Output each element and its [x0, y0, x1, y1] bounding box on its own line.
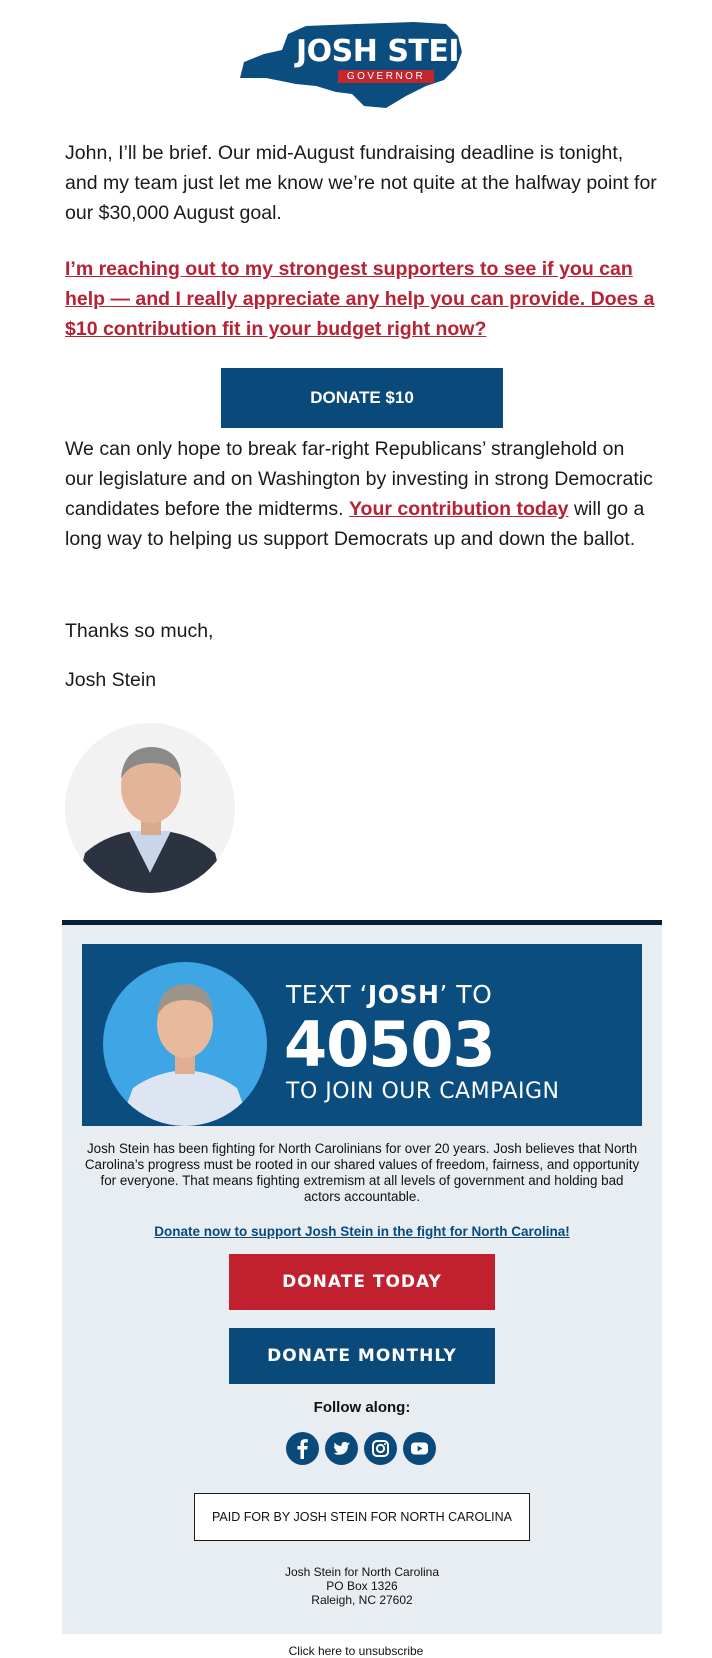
unsubscribe-link[interactable]: Click here to unsubscribe	[288, 1644, 424, 1658]
address-line-1: Josh Stein for North Carolina	[284, 1565, 440, 1579]
ask-link[interactable]: I’m reaching out to my strongest supporters to see if you can help — and I really appreciate any help you can provide. Does a $10 contribution fit in your budget right now?	[65, 258, 655, 340]
text-to-join-banner[interactable]	[82, 944, 642, 1126]
donate-today-button[interactable]: DONATE TODAY	[229, 1254, 495, 1310]
logo-name: JOSH STEIN	[296, 34, 484, 69]
follow-label: Follow along:	[313, 1399, 411, 1416]
support-donate-link[interactable]: Donate now to support Josh Stein in the fight for North Carolina!	[154, 1224, 570, 1239]
banner-keyword: JOSH	[367, 980, 440, 1009]
facebook-icon[interactable]	[286, 1432, 319, 1465]
donate-monthly-button[interactable]: DONATE MONTHLY	[229, 1328, 495, 1384]
body-paragraph	[65, 434, 657, 554]
youtube-icon[interactable]	[403, 1432, 436, 1465]
campaign-logo	[236, 20, 484, 116]
address-line-3: Raleigh, NC 27602	[311, 1593, 413, 1607]
candidate-avatar	[65, 723, 235, 893]
body-text-after: will go a long way to helping us support Democrats up and down the ballot.	[65, 498, 645, 550]
banner-line-1	[286, 980, 492, 1009]
intro-paragraph: John, I’ll be brief. Our mid-August fundraising deadline is tonight, and my team just let me know we’re not quite at the halfway point for our $30,000 August goal.	[65, 142, 657, 224]
banner-text-c: ’ TO	[439, 980, 493, 1009]
ask-paragraph[interactable]	[65, 254, 657, 344]
donate-10-button[interactable]: DONATE $10	[221, 368, 503, 428]
paid-for-disclaimer: PAID FOR BY JOSH STEIN FOR NORTH CAROLINA	[194, 1493, 530, 1541]
banner-shortcode: 40503	[284, 1008, 495, 1081]
candidate-portrait-image	[65, 723, 235, 893]
thanks-text: Thanks so much,	[65, 620, 214, 642]
signature-text: Josh Stein	[65, 669, 157, 691]
address-line-2: PO Box 1326	[326, 1579, 398, 1593]
mailing-address	[62, 1565, 662, 1607]
banner-text-a: TEXT ‘	[286, 980, 368, 1009]
banner-portrait-image	[103, 962, 267, 1126]
social-links	[286, 1432, 446, 1466]
twitter-icon[interactable]	[325, 1432, 358, 1465]
about-text: Josh Stein has been fighting for North Carolinians for over 20 years. Josh believes that North Carolina’s progress must be rooted in our shared values of freedom, fairness, and opportunity for everyone. That means fighting extremism at all levels of government and holding bad actors accountable.	[84, 1141, 640, 1204]
logo-title-badge: GOVERNOR	[338, 70, 434, 83]
footer-section	[62, 920, 662, 1634]
banner-line-3: TO JOIN OUR CAMPAIGN	[286, 1079, 560, 1104]
contribution-link[interactable]: Your contribution today	[348, 498, 569, 520]
instagram-icon[interactable]	[364, 1432, 397, 1465]
body-text-before: We can only hope to break far-right Republicans’ stranglehold on our legislature and on Washington by investing in strong Democratic candidates before the midterms.	[65, 438, 653, 520]
